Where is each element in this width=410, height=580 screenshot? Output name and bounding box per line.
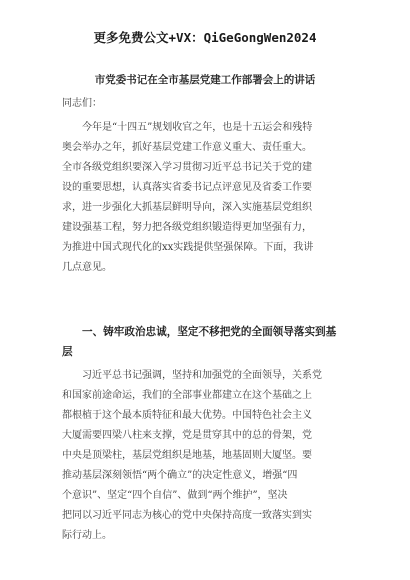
paragraph-line: 求，进一步强化大抓基层鲜明导向，深入实施基层党组织 — [62, 202, 312, 213]
heading-line: 层 — [62, 346, 73, 358]
paragraph-line: 大厦需要四梁八柱来支撑，党是贯穿其中的总的骨架，党 — [62, 430, 312, 441]
paragraph-line: 奥会举办之年，抓好基层党建工作意义重大、责任重大。 — [62, 142, 312, 153]
paragraph-line: 全市各级党组织要深入学习贯彻习近平总书记关于党的建 — [62, 162, 312, 173]
paragraph-line: 推动基层深刻领悟“两个确立”的决定性意义，增强“四 — [62, 470, 298, 481]
paragraph-line: 和国家前途命运，我们的全部事业都建立在这个基础之上 — [62, 390, 312, 401]
greeting — [62, 94, 352, 114]
promo-header: 更多免费公文+VX：QiGeGongWen2024 — [93, 30, 317, 45]
paragraph-line: 为推进中国式现代化的xx实践提供坚强保障。下面，我讲 — [62, 242, 314, 253]
paragraph-line: 个意识”、坚定“四个自信”、做到“两个维护”，坚决 — [62, 490, 288, 501]
greeting-line: 同志们： — [62, 98, 102, 109]
document-title: 市党委书记在全市基层党建工作部署会上的讲话 — [94, 74, 316, 86]
paragraph-line: 几点意见。 — [62, 262, 112, 273]
paragraph-intro — [62, 118, 352, 278]
paragraph-section-1 — [62, 366, 352, 546]
paragraph-line: 设的重要思想，认真落实省委书记点评意见及省委工作要 — [62, 182, 312, 193]
paragraph-line: 中央是顶梁柱，基层党组织是地基，地基固则大厦坚。要 — [62, 450, 312, 461]
paragraph-line: 都根植于这个最本质特征和最大优势。中国特色社会主义 — [62, 410, 312, 421]
paragraph-line: 今年是“十四五”规划收官之年，也是十五运会和残特 — [82, 122, 313, 133]
paragraph-line: 际行动上。 — [62, 530, 112, 541]
heading-line: 一、铸牢政治忠诚，坚定不移把党的全面领导落实到基 — [82, 326, 337, 338]
section-heading-1 — [62, 322, 362, 362]
paragraph-line: 建设强基工程，努力把各级党组织锻造得更加坚强有力， — [62, 222, 312, 233]
paragraph-line: 把同以习近平同志为核心的党中央保持高度一致落实到实 — [62, 510, 312, 521]
paragraph-line: 习近平总书记强调，坚持和加强党的全面领导，关系党 — [82, 370, 322, 381]
